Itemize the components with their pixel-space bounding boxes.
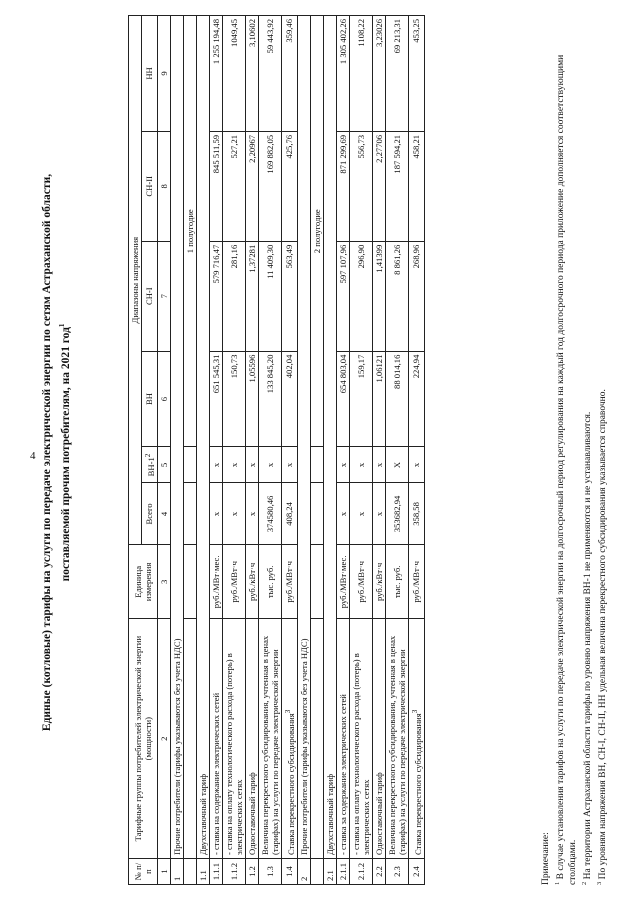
row-name: Величина перекрестного субсидирования, учтенная в ценах (тарифах) на услуги по передаче электрической энергии: [258, 619, 281, 859]
row-value: 654 803,04: [336, 351, 349, 447]
row-unit: тыс. руб.: [258, 545, 281, 619]
note-sup: 1: [554, 881, 561, 885]
table-row: [408, 16, 424, 885]
row-value: 1 255 194,48: [209, 16, 222, 132]
row-name-sup: 3: [410, 709, 419, 714]
header-index-6: 7: [157, 241, 170, 351]
row-num: 2.3: [385, 859, 408, 885]
row-num: 1.1.1: [209, 859, 222, 885]
row-num: 1.1.2: [222, 859, 245, 885]
header-index-2: 3: [157, 545, 170, 619]
table-row: [222, 16, 245, 885]
notes: [540, 25, 609, 885]
row-num: 1: [170, 859, 183, 885]
row-name: - ставка за содержание электрических сетей: [336, 619, 349, 859]
row-blank: [183, 619, 196, 859]
row-value: 187 594,21: [385, 131, 408, 241]
row-value: х: [245, 447, 258, 483]
row-value: 224,94: [408, 351, 424, 447]
row-value: 3,23026: [372, 16, 385, 132]
row-value: х: [336, 447, 349, 483]
row-blank: [310, 447, 323, 483]
table-row: [336, 16, 349, 885]
row-num: 2: [297, 859, 310, 885]
row-value: 353682,94: [385, 483, 408, 545]
row-value: 1,05596: [245, 351, 258, 447]
row-num: 2.1: [323, 859, 336, 885]
row-value: 527,21: [222, 131, 245, 241]
tariff-table: [128, 15, 425, 885]
row-value: х: [372, 483, 385, 545]
table-row: [196, 16, 209, 885]
row-title: Двухставочный тариф: [196, 16, 209, 859]
row-value: 871 299,69: [336, 131, 349, 241]
row-value: х: [281, 447, 297, 483]
row-value: х: [408, 447, 424, 483]
header-index-8: 9: [157, 16, 170, 132]
row-value: 1108,22: [349, 16, 372, 132]
document-title: [40, 0, 74, 905]
note-item: [579, 25, 594, 885]
header-num: № п/п: [129, 859, 158, 885]
row-value: 374580,46: [258, 483, 281, 545]
table-row: [183, 16, 196, 885]
row-value: 358,58: [408, 483, 424, 545]
table-row: [209, 16, 222, 885]
row-unit: руб./МВт·мес.: [209, 545, 222, 619]
row-unit: руб./МВт·ч: [281, 545, 297, 619]
header-index-5: 6: [157, 351, 170, 447]
row-value: 556,73: [349, 131, 372, 241]
row-blank: [183, 545, 196, 619]
table-row: [245, 16, 258, 885]
row-value: 845 511,59: [209, 131, 222, 241]
row-name: Величина перекрестного субсидирования, учтенная в ценах (тарифах) на услуги по передаче электрической энергии: [385, 619, 408, 859]
header-index-1: 2: [157, 619, 170, 859]
row-value: 159,17: [349, 351, 372, 447]
row-blank: [183, 447, 196, 483]
note-text: В случае установления тарифов на услуги по передаче электрической энергии на долгосрочный период регулирования на каждый год долгосрочного периода приложение дополняется соответствующими столбцами.: [556, 54, 579, 885]
row-num: [183, 859, 196, 885]
half-year-label: 2 полугодие: [310, 16, 323, 447]
row-num: 1.2: [245, 859, 258, 885]
row-value: 133 845,20: [258, 351, 281, 447]
row-name-sup: 3: [283, 709, 292, 714]
row-num: [310, 859, 323, 885]
row-value: 1,37281: [245, 241, 258, 351]
table-row: [258, 16, 281, 885]
header-sup: 2: [144, 453, 152, 458]
row-value: 281,16: [222, 241, 245, 351]
note-item: [552, 25, 579, 885]
row-value: 1 305 402,26: [336, 16, 349, 132]
row-value: х: [336, 483, 349, 545]
row-value: 408,24: [281, 483, 297, 545]
row-value: 458,21: [408, 131, 424, 241]
header-unit: Единица измерения: [129, 545, 158, 619]
header-ranges: Диапазоны напряжения: [129, 16, 142, 545]
row-value: 8 861,26: [385, 241, 408, 351]
row-unit: руб./МВт·ч: [349, 545, 372, 619]
title-line-1: Единые (котловые) тарифы на услуги по передаче электрической энергии по сетям Астраханской области,: [41, 173, 53, 732]
row-value: х: [222, 483, 245, 545]
row-value: 359,46: [281, 16, 297, 132]
row-value: х: [209, 447, 222, 483]
header-index-4: 5: [157, 447, 170, 483]
half-year-label: 1 полугодие: [183, 16, 196, 447]
row-blank: [310, 619, 323, 859]
row-num: 2.1.2: [349, 859, 372, 885]
notes-heading: Примечание:: [541, 832, 551, 885]
row-name: Одноставочный тариф: [372, 619, 385, 859]
row-unit: руб./МВт·ч: [408, 545, 424, 619]
row-value: х: [222, 447, 245, 483]
row-value: 579 716,47: [209, 241, 222, 351]
row-name: Ставка перекрестного субсидирования$^3$: [281, 619, 297, 859]
table-row: [385, 16, 408, 885]
row-unit: тыс. руб.: [385, 545, 408, 619]
row-value: 651 545,31: [209, 351, 222, 447]
row-value: х: [245, 483, 258, 545]
row-num: 2.4: [408, 859, 424, 885]
row-value: 1049,45: [222, 16, 245, 132]
row-value: 3,10602: [245, 16, 258, 132]
table-header: [129, 16, 171, 885]
row-value: 1,41399: [372, 241, 385, 351]
row-value: х: [209, 483, 222, 545]
table-row: [297, 16, 310, 885]
row-num: 1.3: [258, 859, 281, 885]
table-row: [349, 16, 372, 885]
row-num: 2.1.1: [336, 859, 349, 885]
table-row: [170, 16, 183, 885]
row-value: 296,90: [349, 241, 372, 351]
row-name: - ставка на содержание электрических сетей: [209, 619, 222, 859]
row-name: - ставка на оплату технологического расхода (потерь) в электрических сетях: [349, 619, 372, 859]
row-title: Двухставочный тариф: [323, 16, 336, 859]
row-name: Одноставочный тариф: [245, 619, 258, 859]
table-row: [310, 16, 323, 885]
row-unit: руб./МВт·мес.: [336, 545, 349, 619]
row-title: Прочие потребители (тарифы указываются без учета НДС): [170, 16, 183, 859]
note-item: [594, 25, 609, 885]
table-row: [281, 16, 297, 885]
row-value: 2,20967: [245, 131, 258, 241]
row-value: х: [258, 447, 281, 483]
header-group: Тарифные группы потребителей электрической энергии (мощности): [129, 619, 158, 859]
header-col-1: $ВН-1^2$: [142, 447, 158, 483]
row-num: 1.4: [281, 859, 297, 885]
row-value: 402,04: [281, 351, 297, 447]
row-value: 88 014,16: [385, 351, 408, 447]
row-unit: руб./кВт·ч: [245, 545, 258, 619]
header-col-3: СН-I: [142, 241, 158, 351]
note-sup: 3: [596, 881, 604, 885]
row-blank: [310, 483, 323, 545]
row-value: х: [349, 483, 372, 545]
row-name: - ставка на оплату технологического расхода (потерь) в электрических сетях: [222, 619, 245, 859]
header-col-5: НН: [142, 16, 158, 132]
row-value: 150,73: [222, 351, 245, 447]
title-line-2: поставляемой прочим потребителям, на 2021 год$^1$: [58, 323, 72, 582]
header-col-2: ВН: [142, 351, 158, 447]
row-value: 425,76: [281, 131, 297, 241]
note-text: По уровням напряжения ВН, СН-I, СН-II, НН удельная величина перекрестного субсидирования указывается справочно.: [598, 389, 609, 882]
header-index-0: 1: [157, 859, 170, 885]
row-value: 1,06121: [372, 351, 385, 447]
note-sup: 2: [581, 881, 589, 885]
note-text: На территории Астраханской области тарифы по уровню напряжения ВН-1 не применяются и не устанавливаются.: [583, 411, 594, 882]
header-col-4: СН-II: [142, 131, 158, 241]
row-value: х: [372, 447, 385, 483]
page-number: 4: [30, 450, 36, 462]
row-value: 169 882,05: [258, 131, 281, 241]
row-unit: руб./МВт·ч: [222, 545, 245, 619]
row-value: 597 107,96: [336, 241, 349, 351]
row-value: 563,49: [281, 241, 297, 351]
row-name: Ставка перекрестного субсидирования$^3$: [408, 619, 424, 859]
row-num: 2.2: [372, 859, 385, 885]
row-title: Прочие потребители (тарифы указываются без учета НДС): [297, 16, 310, 859]
table-body: [170, 16, 424, 885]
row-value: 453,25: [408, 16, 424, 132]
row-num: 1.1: [196, 859, 209, 885]
table-row: [323, 16, 336, 885]
row-value: 11 409,30: [258, 241, 281, 351]
row-blank: [183, 483, 196, 545]
row-blank: [310, 545, 323, 619]
row-value: 59 443,92: [258, 16, 281, 132]
row-value: Х: [385, 447, 408, 483]
table-row: [372, 16, 385, 885]
row-value: х: [349, 447, 372, 483]
row-value: 268,96: [408, 241, 424, 351]
row-unit: руб./кВт·ч: [372, 545, 385, 619]
header-col-0: Всего: [142, 483, 158, 545]
header-index-7: 8: [157, 131, 170, 241]
header-index-3: 4: [157, 483, 170, 545]
row-value: 2,27706: [372, 131, 385, 241]
row-value: 69 213,31: [385, 16, 408, 132]
